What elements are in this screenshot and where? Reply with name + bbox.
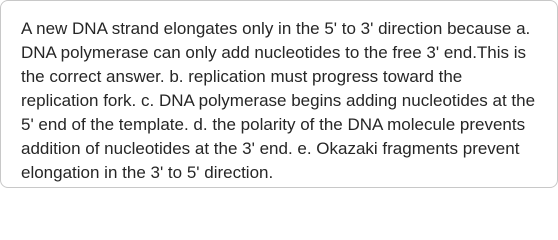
question-text: A new DNA strand elongates only in the 5' to 3' direction because a. DNA polymerase can only add nucleotides to the free 3' end.This is the correct answer. b. replication must progress toward the replication fork. c. DNA polymerase begins adding nucleotides at the 5' end of the template. d. the polarity of the DNA molecule prevents addition of nucleotides at the 3' end. e. Okazaki fragments prevent elongation in the 3' to 5' direction. [21, 19, 536, 182]
